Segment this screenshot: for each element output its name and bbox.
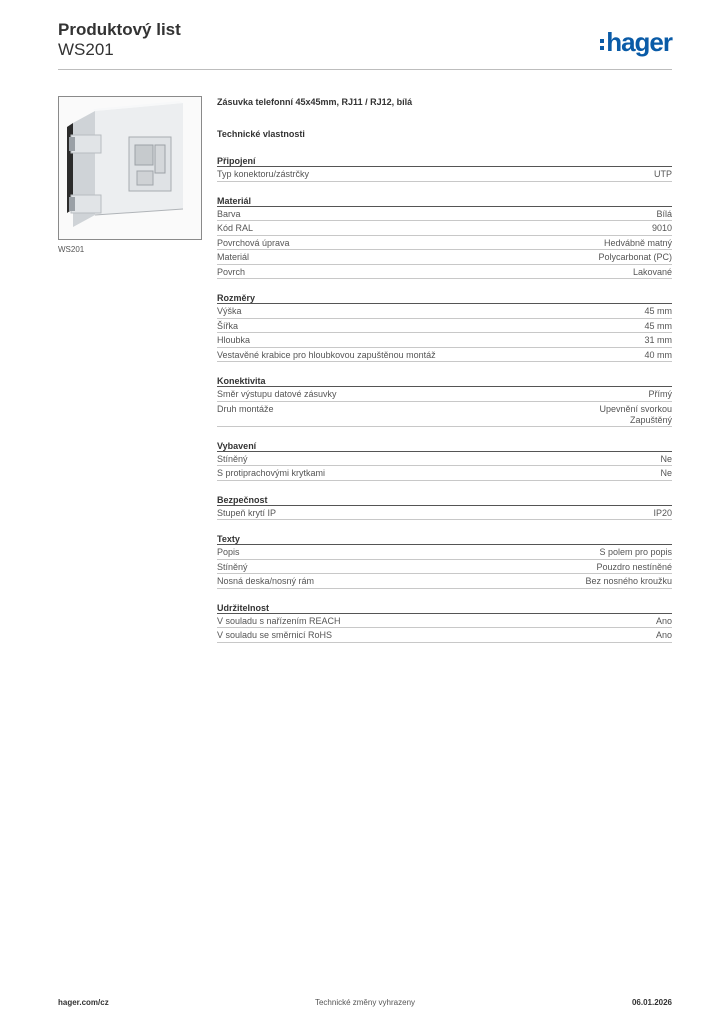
section-title: Udržitelnost xyxy=(217,602,672,614)
section-title: Texty xyxy=(217,533,672,545)
property-value: S polem pro popis xyxy=(599,547,672,557)
footer-website-link[interactable]: hager.com/cz xyxy=(58,998,109,1007)
property-row xyxy=(217,167,672,182)
property-label: Směr výstupu datové zásuvky xyxy=(217,389,337,399)
property-row xyxy=(217,466,672,481)
property-label: Výška xyxy=(217,306,242,316)
section-title: Konektivita xyxy=(217,375,672,387)
section-title: Materiál xyxy=(217,195,672,207)
property-value: 45 mm xyxy=(644,320,672,331)
property-value: Bez nosného kroužku xyxy=(585,576,672,586)
property-value: Ne xyxy=(660,468,672,478)
property-row xyxy=(217,221,672,236)
properties-section xyxy=(217,292,672,362)
property-value: Hedvábně matný xyxy=(603,237,672,248)
property-label: Povrchová úprava xyxy=(217,237,290,248)
product-description: Zásuvka telefonní 45x45mm, RJ11 / RJ12, bílá xyxy=(217,97,413,107)
socket-illustration-icon xyxy=(59,97,202,240)
logo-dots-icon xyxy=(600,39,604,50)
page-title: Produktový list xyxy=(58,20,181,39)
property-label: Barva xyxy=(217,208,241,219)
property-value: 40 mm xyxy=(644,349,672,360)
property-label: Stupeň krytí IP xyxy=(217,507,277,518)
properties-section xyxy=(217,375,672,427)
property-row xyxy=(217,452,672,467)
property-row xyxy=(217,574,672,589)
property-value: 31 mm xyxy=(644,335,672,345)
properties-section xyxy=(217,195,672,280)
property-value: Pouzdro nestíněné xyxy=(596,561,672,572)
footer-notice: Technické změny vyhrazeny xyxy=(314,998,416,1007)
technical-properties-title: Technické vlastnosti xyxy=(217,129,305,139)
image-caption: WS201 xyxy=(58,245,85,254)
property-row xyxy=(217,348,672,363)
property-value: Ne xyxy=(660,453,672,464)
properties-section xyxy=(217,602,672,643)
section-title: Připojení xyxy=(217,155,672,167)
section-title: Vybavení xyxy=(217,440,672,452)
product-details xyxy=(217,96,672,643)
property-row xyxy=(217,250,672,265)
property-row xyxy=(217,265,672,280)
property-label: Nosná deska/nosný rám xyxy=(217,576,315,586)
property-value: Ano xyxy=(655,615,672,626)
property-label: Stíněný xyxy=(217,561,248,572)
property-row xyxy=(217,207,672,222)
property-value: Ano xyxy=(655,630,672,640)
property-row xyxy=(217,628,672,643)
page-header xyxy=(58,20,672,70)
properties-section xyxy=(217,155,672,182)
properties-section xyxy=(217,440,672,481)
section-title: Rozměry xyxy=(217,292,672,304)
property-label: V souladu se směrnicí RoHS xyxy=(217,630,333,640)
footer-date: 06.01.2026 xyxy=(631,998,672,1007)
property-row xyxy=(217,319,672,334)
logo-text: hager xyxy=(606,27,672,57)
property-row xyxy=(217,506,672,521)
property-value: Upevnění svorkou Zapuštěný xyxy=(599,403,672,425)
property-row xyxy=(217,402,672,427)
header-divider xyxy=(58,69,672,70)
hager-logo[interactable] xyxy=(600,28,672,56)
product-code: WS201 xyxy=(58,40,114,59)
property-value: UTP xyxy=(654,169,672,179)
property-value: Bílá xyxy=(656,208,672,219)
property-label: Stíněný xyxy=(217,453,248,464)
property-label: V souladu s nařízením REACH xyxy=(217,615,341,626)
property-value: Polycarbonat (PC) xyxy=(598,252,672,262)
property-value: Přímý xyxy=(648,389,672,399)
property-row xyxy=(217,236,672,251)
properties-section xyxy=(217,533,672,589)
property-value: 9010 xyxy=(651,223,672,233)
property-value: 45 mm xyxy=(644,306,672,316)
property-label: Hloubka xyxy=(217,335,251,345)
property-row xyxy=(217,545,672,560)
section-title: Bezpečnost xyxy=(217,494,672,506)
property-value: Lakované xyxy=(632,266,672,277)
property-row xyxy=(217,560,672,575)
properties-sections xyxy=(217,155,672,643)
property-row xyxy=(217,333,672,348)
property-row xyxy=(217,614,672,629)
property-label: Povrch xyxy=(217,266,246,277)
property-label: Materiál xyxy=(217,252,250,262)
property-label: Šířka xyxy=(217,320,239,331)
properties-section xyxy=(217,494,672,521)
product-image xyxy=(58,96,202,240)
property-label: Popis xyxy=(217,547,240,557)
property-label: Druh montáže xyxy=(217,403,274,414)
property-row xyxy=(217,304,672,319)
property-label: Kód RAL xyxy=(217,223,254,233)
property-label: S protiprachovými krytkami xyxy=(217,468,326,478)
property-label: Vestavěné krabice pro hloubkovou zapuštěnou montáž xyxy=(217,349,436,360)
property-row xyxy=(217,387,672,402)
property-value: IP20 xyxy=(653,507,672,518)
property-label: Typ konektoru/zástrčky xyxy=(217,169,310,179)
